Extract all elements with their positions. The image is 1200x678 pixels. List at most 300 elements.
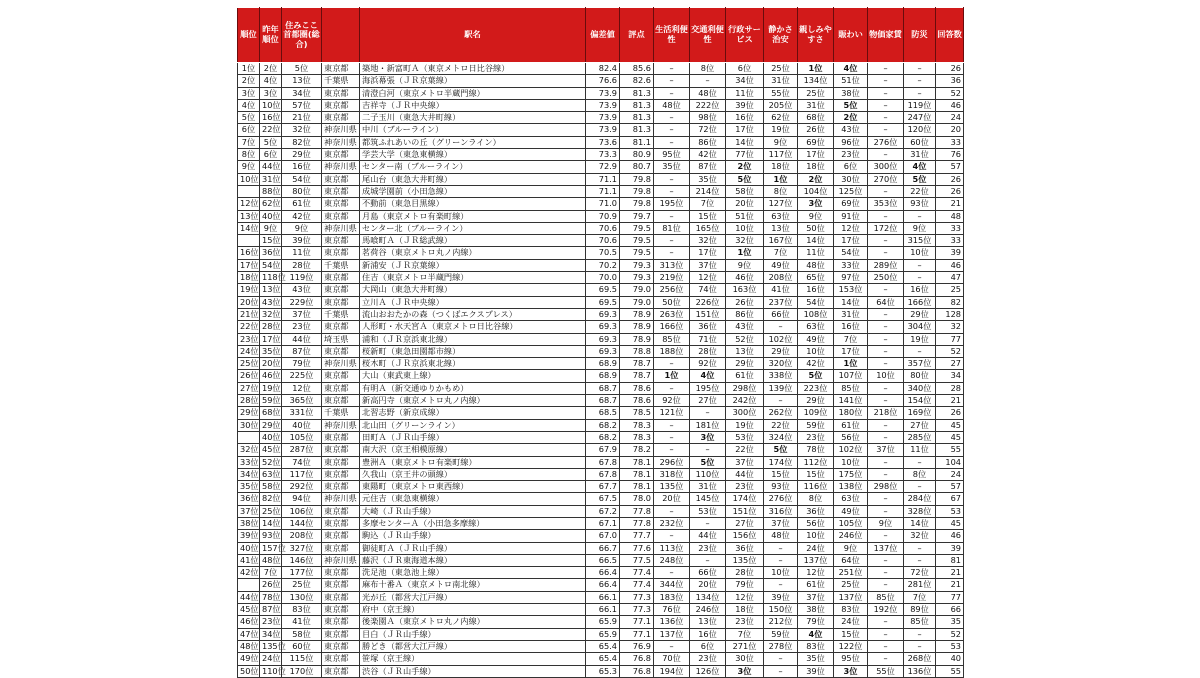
cell-friendly: 68位 xyxy=(798,112,834,124)
cell-prev: 24位 xyxy=(260,653,282,665)
cell-station: 人形町・水天宮Ａ（東京メトロ日比谷線） xyxy=(360,321,586,333)
cell-trans: 31位 xyxy=(690,481,726,493)
cell-trans: 151位 xyxy=(690,308,726,320)
cell-price: 37位 xyxy=(868,444,904,456)
table-row xyxy=(238,63,964,75)
cell-admin: 29位 xyxy=(726,358,764,370)
cell-pref: 神奈川県 xyxy=(322,358,360,370)
cell-friendly: 1位 xyxy=(798,63,834,75)
cell-overall: 225位 xyxy=(282,370,322,382)
cell-station: 二子玉川（東急大井町線） xyxy=(360,112,586,124)
cell-admin: 298位 xyxy=(726,382,764,394)
cell-life: – xyxy=(654,431,690,443)
cell-rank: 8位 xyxy=(238,149,260,161)
cell-score: 76.9 xyxy=(620,640,654,652)
cell-trans: 35位 xyxy=(690,173,726,185)
cell-station: 中川（ブルーライン） xyxy=(360,124,586,136)
cell-pref: 東京都 xyxy=(322,628,360,640)
cell-life: 248位 xyxy=(654,554,690,566)
cell-prev: 4位 xyxy=(260,75,282,87)
table-row xyxy=(238,628,964,640)
cell-lively: 4位 xyxy=(834,63,868,75)
table-row xyxy=(238,198,964,210)
cell-overall: 74位 xyxy=(282,456,322,468)
cell-dev: 72.9 xyxy=(586,161,620,173)
cell-admin: 174位 xyxy=(726,493,764,505)
cell-rank: 23位 xyxy=(238,333,260,345)
cell-trans: 28位 xyxy=(690,345,726,357)
cell-overall: 170位 xyxy=(282,665,322,677)
cell-quiet: – xyxy=(764,653,798,665)
cell-quiet: 117位 xyxy=(764,149,798,161)
cell-trans: – xyxy=(690,444,726,456)
cell-safety: 19位 xyxy=(904,333,936,345)
cell-life: – xyxy=(654,567,690,579)
cell-price: 218位 xyxy=(868,407,904,419)
cell-station: 桜木町（ＪＲ京浜東北線） xyxy=(360,358,586,370)
cell-price: – xyxy=(868,321,904,333)
cell-score: 80.9 xyxy=(620,149,654,161)
cell-station: 都筑ふれあいの丘（グリーンライン） xyxy=(360,136,586,148)
table-row xyxy=(238,136,964,148)
cell-score: 77.4 xyxy=(620,567,654,579)
cell-prev: 32位 xyxy=(260,308,282,320)
cell-dev: 66.7 xyxy=(586,542,620,554)
cell-trans: 181位 xyxy=(690,419,726,431)
cell-safety: – xyxy=(904,481,936,493)
cell-life: 121位 xyxy=(654,407,690,419)
cell-life: – xyxy=(654,358,690,370)
cell-score: 78.1 xyxy=(620,456,654,468)
cell-overall: 208位 xyxy=(282,530,322,542)
cell-price: 55位 xyxy=(868,665,904,677)
cell-admin: 271位 xyxy=(726,640,764,652)
cell-trans: 13位 xyxy=(690,616,726,628)
cell-responses: 77 xyxy=(936,591,964,603)
cell-trans: – xyxy=(690,554,726,566)
cell-dev: 73.9 xyxy=(586,99,620,111)
cell-friendly: 56位 xyxy=(798,517,834,529)
cell-friendly: 78位 xyxy=(798,444,834,456)
cell-prev: 87位 xyxy=(260,604,282,616)
cell-life: 35位 xyxy=(654,161,690,173)
cell-price: – xyxy=(868,87,904,99)
cell-trans: 222位 xyxy=(690,99,726,111)
cell-trans: 44位 xyxy=(690,530,726,542)
cell-dev: 73.6 xyxy=(586,136,620,148)
cell-pref: 東京都 xyxy=(322,210,360,222)
cell-life: 183位 xyxy=(654,591,690,603)
cell-lively: 49位 xyxy=(834,505,868,517)
cell-friendly: 49位 xyxy=(798,333,834,345)
cell-pref: 千葉県 xyxy=(322,259,360,271)
cell-life: 1位 xyxy=(654,370,690,382)
cell-life: 92位 xyxy=(654,395,690,407)
cell-safety: – xyxy=(904,210,936,222)
cell-friendly: 79位 xyxy=(798,616,834,628)
cell-price: 353位 xyxy=(868,198,904,210)
cell-lively: 85位 xyxy=(834,382,868,394)
cell-score: 79.5 xyxy=(620,235,654,247)
cell-lively: 17位 xyxy=(834,235,868,247)
cell-friendly: 29位 xyxy=(798,395,834,407)
cell-prev: 110位 xyxy=(260,665,282,677)
cell-pref: 東京都 xyxy=(322,149,360,161)
cell-prev: 48位 xyxy=(260,554,282,566)
cell-lively: 12位 xyxy=(834,222,868,234)
cell-friendly: 25位 xyxy=(798,87,834,99)
cell-score: 81.3 xyxy=(620,112,654,124)
cell-quiet: 208位 xyxy=(764,272,798,284)
cell-dev: 76.6 xyxy=(586,75,620,87)
cell-dev: 67.7 xyxy=(586,481,620,493)
cell-lively: 43位 xyxy=(834,124,868,136)
column-header: 物価家賃 xyxy=(868,8,904,63)
cell-dev: 82.4 xyxy=(586,63,620,75)
cell-overall: 119位 xyxy=(282,272,322,284)
cell-prev: 25位 xyxy=(260,505,282,517)
header-row xyxy=(238,8,964,63)
cell-friendly: 5位 xyxy=(798,370,834,382)
cell-score: 79.8 xyxy=(620,198,654,210)
cell-trans: 12位 xyxy=(690,272,726,284)
cell-friendly: 36位 xyxy=(798,505,834,517)
cell-prev: 5位 xyxy=(260,136,282,148)
cell-lively: 180位 xyxy=(834,407,868,419)
cell-life: – xyxy=(654,419,690,431)
table-row xyxy=(238,185,964,197)
cell-rank: 46位 xyxy=(238,616,260,628)
cell-prev: 135位 xyxy=(260,640,282,652)
cell-price: 137位 xyxy=(868,542,904,554)
cell-score: 77.1 xyxy=(620,616,654,628)
cell-admin: 32位 xyxy=(726,235,764,247)
cell-station: センター北（ブルーライン） xyxy=(360,222,586,234)
cell-trans: 214位 xyxy=(690,185,726,197)
cell-friendly: 14位 xyxy=(798,235,834,247)
cell-dev: 66.5 xyxy=(586,554,620,566)
cell-price: – xyxy=(868,112,904,124)
cell-pref: 東京都 xyxy=(322,63,360,75)
cell-dev: 68.9 xyxy=(586,370,620,382)
cell-dev: 67.1 xyxy=(586,517,620,529)
cell-price: – xyxy=(868,505,904,517)
cell-prev: 40位 xyxy=(260,210,282,222)
cell-pref: 東京都 xyxy=(322,112,360,124)
cell-pref: 東京都 xyxy=(322,604,360,616)
column-header: 防災 xyxy=(904,8,936,63)
cell-rank: 6位 xyxy=(238,124,260,136)
cell-overall: 144位 xyxy=(282,517,322,529)
cell-trans: 53位 xyxy=(690,505,726,517)
cell-station: 成城学園前（小田急線） xyxy=(360,185,586,197)
cell-station: 有明Ａ（新交通ゆりかもめ） xyxy=(360,382,586,394)
cell-prev: 63位 xyxy=(260,468,282,480)
cell-lively: 6位 xyxy=(834,161,868,173)
cell-responses: 26 xyxy=(936,185,964,197)
cell-station: 豊洲Ａ（東京メトロ有楽町線） xyxy=(360,456,586,468)
cell-station: 住吉（東京メトロ半蔵門線） xyxy=(360,272,586,284)
cell-overall: 28位 xyxy=(282,259,322,271)
table-row xyxy=(238,99,964,111)
cell-life: 76位 xyxy=(654,604,690,616)
cell-trans: 145位 xyxy=(690,493,726,505)
cell-price: – xyxy=(868,419,904,431)
cell-price: – xyxy=(868,554,904,566)
column-header: 生活利便性 xyxy=(654,8,690,63)
cell-admin: 5位 xyxy=(726,173,764,185)
cell-life: – xyxy=(654,640,690,652)
cell-pref: 東京都 xyxy=(322,542,360,554)
cell-overall: 365位 xyxy=(282,395,322,407)
cell-admin: 242位 xyxy=(726,395,764,407)
column-header: 親しみやすさ xyxy=(798,8,834,63)
cell-station: 御徒町Ａ（ＪＲ山手線） xyxy=(360,542,586,554)
cell-lively: 51位 xyxy=(834,75,868,87)
cell-prev: 157位 xyxy=(260,542,282,554)
cell-safety: 247位 xyxy=(904,112,936,124)
cell-prev: 36位 xyxy=(260,247,282,259)
cell-friendly: 223位 xyxy=(798,382,834,394)
cell-prev: 58位 xyxy=(260,481,282,493)
cell-station: 勝どき（都営大江戸線） xyxy=(360,640,586,652)
cell-overall: 40位 xyxy=(282,419,322,431)
cell-price: – xyxy=(868,567,904,579)
table-row xyxy=(238,75,964,87)
cell-price: 10位 xyxy=(868,370,904,382)
cell-station: 府中（京王線） xyxy=(360,604,586,616)
cell-responses: 32 xyxy=(936,321,964,333)
cell-safety: 119位 xyxy=(904,99,936,111)
table-row xyxy=(238,481,964,493)
cell-price: – xyxy=(868,333,904,345)
cell-rank: 27位 xyxy=(238,382,260,394)
cell-quiet: 10位 xyxy=(764,567,798,579)
cell-rank: 26位 xyxy=(238,370,260,382)
cell-dev: 73.3 xyxy=(586,149,620,161)
cell-pref: 東京都 xyxy=(322,567,360,579)
cell-friendly: 18位 xyxy=(798,161,834,173)
cell-pref: 神奈川県 xyxy=(322,419,360,431)
cell-friendly: 11位 xyxy=(798,247,834,259)
table-row xyxy=(238,591,964,603)
cell-overall: 13位 xyxy=(282,75,322,87)
cell-prev: 3位 xyxy=(260,87,282,99)
cell-quiet: 9位 xyxy=(764,136,798,148)
cell-price: 9位 xyxy=(868,517,904,529)
cell-score: 76.8 xyxy=(620,653,654,665)
cell-overall: 106位 xyxy=(282,505,322,517)
cell-admin: 39位 xyxy=(726,99,764,111)
cell-responses: 33 xyxy=(936,222,964,234)
cell-safety: 154位 xyxy=(904,395,936,407)
cell-dev: 65.3 xyxy=(586,665,620,677)
cell-responses: 48 xyxy=(936,210,964,222)
cell-overall: 80位 xyxy=(282,185,322,197)
cell-pref: 東京都 xyxy=(322,284,360,296)
cell-rank: 40位 xyxy=(238,542,260,554)
cell-pref: 東京都 xyxy=(322,640,360,652)
cell-overall: 177位 xyxy=(282,567,322,579)
cell-life: 50位 xyxy=(654,296,690,308)
cell-responses: 52 xyxy=(936,628,964,640)
cell-lively: 95位 xyxy=(834,653,868,665)
cell-overall: 331位 xyxy=(282,407,322,419)
cell-friendly: 12位 xyxy=(798,567,834,579)
cell-friendly: 137位 xyxy=(798,554,834,566)
cell-prev: 78位 xyxy=(260,591,282,603)
cell-price: – xyxy=(868,284,904,296)
cell-safety: – xyxy=(904,456,936,468)
cell-rank: 41位 xyxy=(238,554,260,566)
cell-life: – xyxy=(654,444,690,456)
cell-dev: 68.9 xyxy=(586,358,620,370)
column-header: 駅名 xyxy=(360,8,586,63)
cell-safety: 22位 xyxy=(904,185,936,197)
cell-responses: 57 xyxy=(936,481,964,493)
cell-overall: 32位 xyxy=(282,124,322,136)
cell-dev: 69.5 xyxy=(586,284,620,296)
cell-dev: 65.9 xyxy=(586,616,620,628)
cell-quiet: 63位 xyxy=(764,210,798,222)
cell-safety: – xyxy=(904,272,936,284)
cell-lively: 31位 xyxy=(834,308,868,320)
cell-quiet: – xyxy=(764,554,798,566)
cell-lively: 25位 xyxy=(834,579,868,591)
cell-lively: 83位 xyxy=(834,604,868,616)
cell-quiet: 102位 xyxy=(764,333,798,345)
cell-lively: 3位 xyxy=(834,665,868,677)
cell-responses: 34 xyxy=(936,370,964,382)
cell-rank: 24位 xyxy=(238,345,260,357)
cell-pref: 東京都 xyxy=(322,185,360,197)
cell-life: – xyxy=(654,87,690,99)
cell-score: 77.8 xyxy=(620,517,654,529)
cell-score: 81.1 xyxy=(620,136,654,148)
cell-responses: 28 xyxy=(936,382,964,394)
cell-admin: 18位 xyxy=(726,604,764,616)
table-row xyxy=(238,284,964,296)
cell-pref: 東京都 xyxy=(322,579,360,591)
cell-quiet: 205位 xyxy=(764,99,798,111)
cell-lively: 23位 xyxy=(834,149,868,161)
cell-lively: 38位 xyxy=(834,87,868,99)
cell-quiet: – xyxy=(764,321,798,333)
cell-score: 78.9 xyxy=(620,333,654,345)
cell-safety: 60位 xyxy=(904,136,936,148)
cell-prev: 19位 xyxy=(260,382,282,394)
cell-score: 79.7 xyxy=(620,210,654,222)
cell-responses: 46 xyxy=(936,530,964,542)
cell-friendly: 10位 xyxy=(798,530,834,542)
cell-score: 78.2 xyxy=(620,444,654,456)
cell-station: 東陽町（東京メトロ東西線） xyxy=(360,481,586,493)
cell-lively: 141位 xyxy=(834,395,868,407)
cell-quiet: 22位 xyxy=(764,419,798,431)
cell-price: – xyxy=(868,395,904,407)
cell-price: 300位 xyxy=(868,161,904,173)
cell-pref: 神奈川県 xyxy=(322,222,360,234)
cell-life: 136位 xyxy=(654,616,690,628)
cell-dev: 70.0 xyxy=(586,272,620,284)
cell-safety: – xyxy=(904,63,936,75)
cell-dev: 69.3 xyxy=(586,333,620,345)
cell-rank xyxy=(238,579,260,591)
cell-responses: 45 xyxy=(936,431,964,443)
table-row xyxy=(238,321,964,333)
cell-score: 77.7 xyxy=(620,530,654,542)
cell-trans: 6位 xyxy=(690,640,726,652)
cell-score: 78.6 xyxy=(620,382,654,394)
cell-lively: 96位 xyxy=(834,136,868,148)
cell-trans: 27位 xyxy=(690,395,726,407)
cell-quiet: – xyxy=(764,542,798,554)
cell-admin: 51位 xyxy=(726,210,764,222)
cell-trans: 23位 xyxy=(690,542,726,554)
cell-life: – xyxy=(654,530,690,542)
cell-responses: 52 xyxy=(936,87,964,99)
cell-rank: 45位 xyxy=(238,604,260,616)
cell-life: 81位 xyxy=(654,222,690,234)
cell-pref: 神奈川県 xyxy=(322,124,360,136)
cell-quiet: 15位 xyxy=(764,468,798,480)
cell-responses: 24 xyxy=(936,468,964,480)
cell-price: – xyxy=(868,382,904,394)
cell-quiet: 8位 xyxy=(764,185,798,197)
cell-admin: 22位 xyxy=(726,444,764,456)
cell-prev: 17位 xyxy=(260,333,282,345)
cell-lively: 15位 xyxy=(834,628,868,640)
cell-responses: 40 xyxy=(936,653,964,665)
cell-rank: 2位 xyxy=(238,75,260,87)
cell-overall: 79位 xyxy=(282,358,322,370)
cell-responses: 77 xyxy=(936,333,964,345)
cell-price: – xyxy=(868,308,904,320)
cell-responses: 52 xyxy=(936,345,964,357)
cell-price: – xyxy=(868,628,904,640)
cell-admin: 27位 xyxy=(726,517,764,529)
cell-price: – xyxy=(868,468,904,480)
cell-pref: 東京都 xyxy=(322,431,360,443)
cell-responses: 21 xyxy=(936,395,964,407)
cell-lively: 33位 xyxy=(834,259,868,271)
cell-station: 新浦安（ＪＲ京葉線） xyxy=(360,259,586,271)
cell-rank: 16位 xyxy=(238,247,260,259)
cell-score: 78.9 xyxy=(620,321,654,333)
cell-score: 78.0 xyxy=(620,493,654,505)
cell-rank: 37位 xyxy=(238,505,260,517)
column-header: 昨年順位 xyxy=(260,8,282,63)
cell-life: 296位 xyxy=(654,456,690,468)
cell-rank: 14位 xyxy=(238,222,260,234)
cell-life: 313位 xyxy=(654,259,690,271)
cell-pref: 神奈川県 xyxy=(322,161,360,173)
cell-prev: 45位 xyxy=(260,444,282,456)
cell-friendly: 2位 xyxy=(798,173,834,185)
cell-trans: 87位 xyxy=(690,161,726,173)
cell-price: – xyxy=(868,185,904,197)
cell-admin: 30位 xyxy=(726,653,764,665)
cell-rank: 28位 xyxy=(238,395,260,407)
cell-quiet: 39位 xyxy=(764,591,798,603)
cell-trans: 126位 xyxy=(690,665,726,677)
cell-safety: 7位 xyxy=(904,591,936,603)
table-row xyxy=(238,517,964,529)
cell-quiet: 66位 xyxy=(764,308,798,320)
cell-responses: 25 xyxy=(936,284,964,296)
cell-prev: 28位 xyxy=(260,321,282,333)
table-row xyxy=(238,530,964,542)
